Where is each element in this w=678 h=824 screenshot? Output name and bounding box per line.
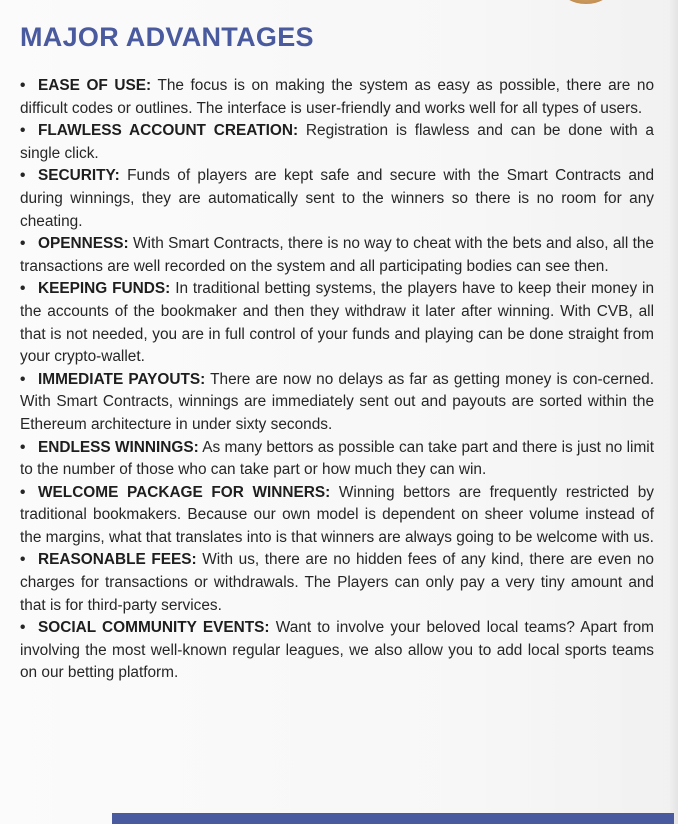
advantage-item-openness (20, 233, 654, 278)
advantage-item-keeping-funds (20, 278, 654, 368)
advantage-description: Want to involve your beloved local teams? Apart from involving the most well-known regular leagues, we also allow you to add local sports teams on our betting platform. (20, 619, 654, 682)
advantage-term: IMMEDIATE PAYOUTS: (38, 370, 206, 388)
bullet-icon: • (20, 235, 26, 253)
bullet-icon: • (20, 370, 26, 388)
advantage-term: SECURITY: (38, 167, 120, 185)
bullet-icon: • (20, 619, 26, 637)
advantage-term: EASE OF USE: (38, 77, 152, 94)
advantage-description: In traditional betting systems, the players have to keep their money in the accounts of the bookmaker and then they withdraw it later after winning. With CVB, all that is not needed, you are in full control of your funds and playing can be done straight from your crypto-wallet. (20, 280, 655, 366)
advantage-term: KEEPING FUNDS: (38, 280, 171, 298)
advantage-item-reasonable-fees (20, 549, 654, 617)
advantage-description: As many bettors as possible can take part and there is just no limit to the number of those who can take part or how much they can win. (20, 438, 654, 479)
advantage-description: Winning bettors are frequently restricted by traditional bookmakers. Because our own model is dependent on sheer volume instead of the margins, what that translates into is that winners are always going to be welcome with us. (20, 483, 654, 546)
bullet-icon: • (20, 122, 26, 140)
advantage-term: REASONABLE FEES: (38, 551, 197, 569)
bullet-icon: • (20, 551, 26, 569)
advantage-item-immediate-payouts (20, 369, 654, 437)
page-edge-shadow (670, 0, 678, 824)
advantage-term: SOCIAL COMMUNITY EVENTS: (38, 619, 270, 637)
advantage-term: FLAWLESS ACCOUNT CREATION: (38, 122, 299, 140)
advantage-item-security (20, 165, 654, 233)
bullet-icon: • (20, 280, 26, 298)
footer-accent-bar (112, 813, 674, 824)
advantage-description: Registration is flawless and can be done with a single click. (20, 122, 654, 162)
bullet-icon: • (20, 438, 26, 456)
gold-coin-decoration (560, 0, 612, 4)
section-title: MAJOR ADVANTAGES (20, 22, 314, 52)
advantage-item-ease-of-use (20, 75, 654, 120)
advantage-description: With us, there are no hidden fees of any kind, there are even no charges for transactions or withdrawals. The Players can only pay a very tiny amount and that is for third-party services. (20, 551, 654, 614)
bullet-icon: • (20, 483, 26, 501)
advantage-term: OPENNESS: (38, 235, 129, 253)
advantage-item-endless-winnings (20, 437, 654, 482)
advantage-item-social-community-events (20, 617, 654, 685)
bullet-icon: • (20, 167, 26, 185)
bullet-icon: • (20, 77, 26, 94)
advantage-description: With Smart Contracts, there is no way to cheat with the bets and also, all the transactions are well recorded on the system and all participating bodies can see then. (20, 235, 654, 275)
advantage-item-flawless-account-creation (20, 120, 654, 165)
advantage-description: The focus is on making the system as easy as possible, there are no difficult codes or outlines. The interface is user-friendly and works well for all types of users. (20, 77, 655, 117)
advantages-list (20, 75, 654, 685)
advantage-term: WELCOME PACKAGE FOR WINNERS: (38, 483, 331, 501)
advantage-item-welcome-package (20, 482, 654, 550)
advantage-description: Funds of players are kept safe and secure with the Smart Contracts and during winnings, they are automatically sent to the winners so there is no room for any cheating. (20, 167, 655, 230)
advantage-description: There are now no delays as far as getting money is con-cerned. With Smart Contracts, winnings are immediately sent out and payouts are sorted within the Ethereum architecture in under sixty seconds. (20, 370, 654, 433)
advantage-term: ENDLESS WINNINGS: (38, 438, 199, 456)
